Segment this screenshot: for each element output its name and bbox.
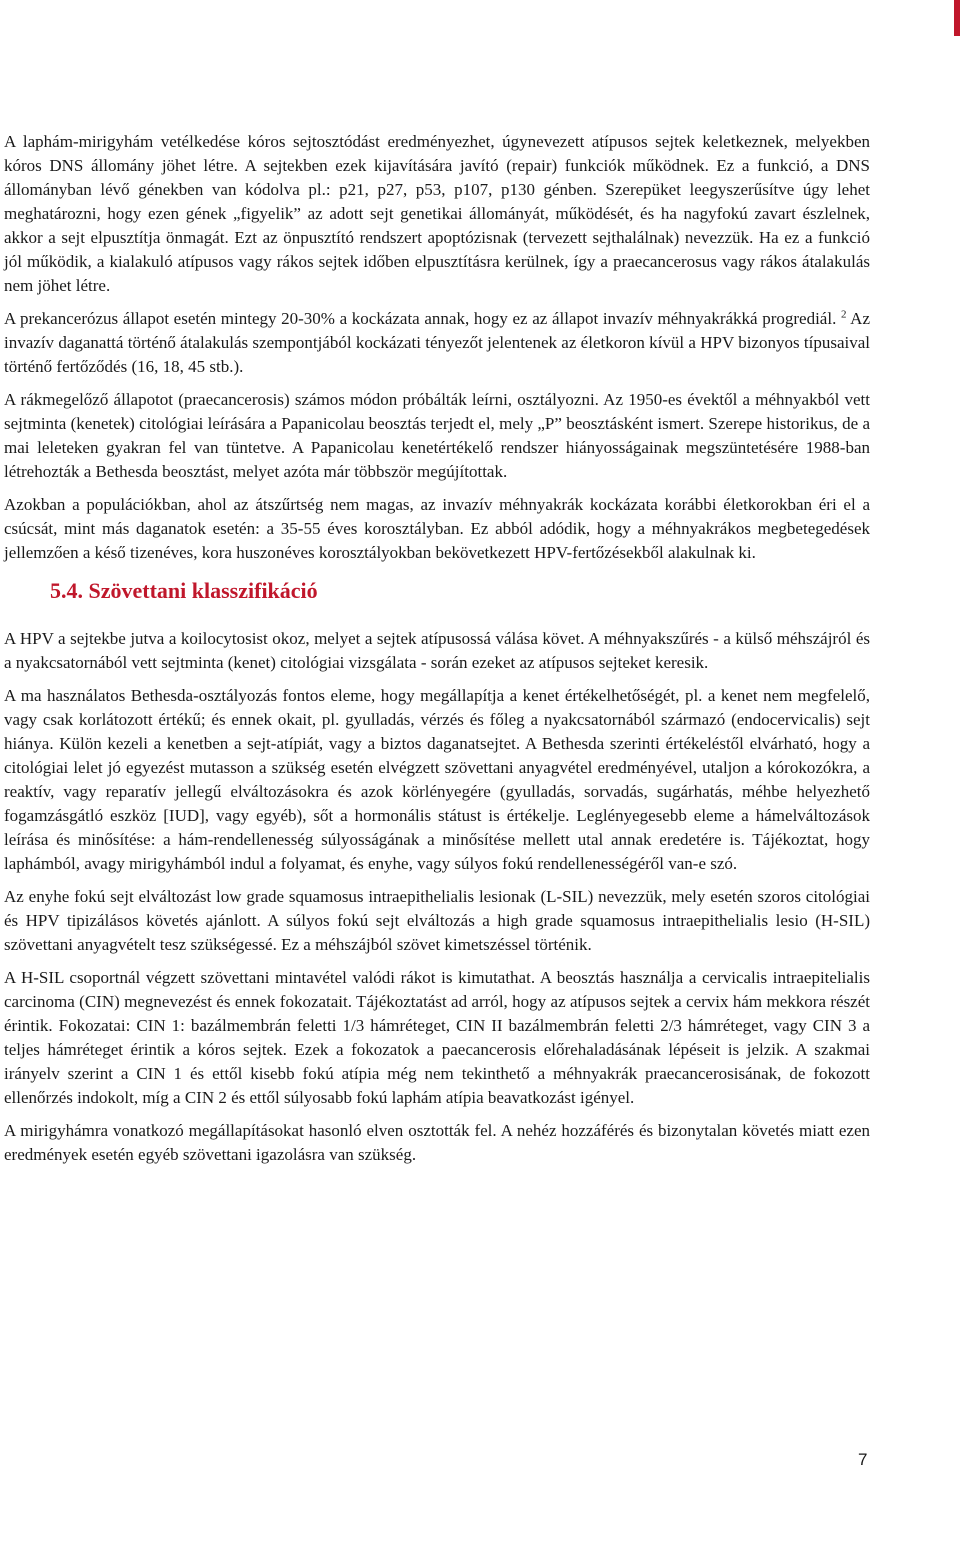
paragraph-cin: A H-SIL csoportnál végzett szövettani mintavétel valódi rákot is kimutathat. A beosztás használja a cervicalis intraepitelialis carcinoma (CIN) megnevezést és ennek fokozatait. Tájékoztatást ad arról, hogy az atípusos sejtek a cervix hám mekkora részét érintik. Fokozatai: CIN 1: bazálmembrán feletti 1/3 hámréteget, CIN II bazálmembrán feletti 2/3 hámréteget, vagy CIN 3 a teljes hámréteget érintik a kóros sejtek. Ezek a fokozatok a paecancerosis előrehaladásának lépéseit is jelzik. A szakmai irányelv szerint a CIN 1 és ettől kisebb fokú atípia még nem tekinthető a méhnyakrák praecancerosisának, de fokozott ellenőrzés indokolt, míg a CIN 2 és ettől súlyosabb fokú laphám atípia beavatkozást igényel. [4, 968, 870, 1107]
paragraph-precancer-risk-text-2: Az invazív daganattá történő átalakulás szempontjából kockázati tényezőt jelentenek az életkoron kívül a HPV bizonyos típusaival történő fertőződés (16, 18, 45 stb.). [4, 309, 870, 376]
section-heading: 5.4. Szövettani klasszifikáció [50, 578, 318, 603]
accent-bar [954, 0, 960, 36]
paragraph-precancer-risk [4, 307, 870, 379]
paragraph-hpv-koilocytosis: A HPV a sejtekbe jutva a koilocytosist okoz, melyet a sejtek atípusossá válása követ. A méhnyakszűrés - a külső méhszájról és a nyakcsatornából vett sejtminta (kenet) citológiai vizsgálata - során ezeket az atípusos sejteket keresik. [4, 629, 870, 672]
paragraph-papanicolau: A rákmegelőző állapotot (praecancerosis) számos módon próbálták leírni, osztályozni. Az 1950-es évektől a méhnyakból vett sejtminta (kenetek) citológiai leírására a Papanicolau beosztás terjedt el, mely „P” beosztásként ismert. Szerepe historikus, de a mai leleteken gyakran fel van tüntetve. A Papanicolau kenetértékelő rendszer hiányosságainak megszüntetésére 1988-ban létrehozták a Bethesda beosztást, melyet azóta már többször megújítottak. [4, 390, 870, 481]
paragraph-populations: Azokban a populációkban, ahol az átszűrtség nem magas, az invazív méhnyakrák kockázata korábbi életkorokban éri el a csúcsát, mint más daganatok esetén: a 35-55 éves korosztályban. Ez abból adódik, hogy a méhnyakrákos megbetegedések jellemzően a késő tizenéves, kora huszonéves korosztályokban bekövetkezett HPV-fertőzésekből alakulnak ki. [4, 495, 870, 562]
page-number: 7 [858, 1450, 868, 1469]
document-page [4, 130, 870, 1176]
paragraph-bethesda: A ma használatos Bethesda-osztályozás fontos eleme, hogy megállapítja a kenet értékelhetőségét, pl. a kenet nem megfelelő, vagy csak korlátozott értékű; és ennek okait, pl. gyulladás, vérzés és főleg a nyakcsatornából származó (endocervicalis) sejt hiánya. Külön kezeli a kenetben a sejt-atípiát, vagy a biztos daganatsejtet. A Bethesda szerinti értékeléstől elvárható, hogy a citológiai lelet jó egyezést mutasson a szükség esetén elvégzett szövettani anyagvétel eredményével, utaljon a kórokozókra, a reaktív, vagy reparatív jellegű elváltozásokra és azok körlényegére (gyulladás, sorvadás, sugárhatás, méhbe helyezhető fogamzásgátló eszköz [IUD], vagy egyéb), sőt a hormonális státust is értékelje. Leglényegesebb eleme a hámelváltozások leírása és minősítése: a hám-rendellenesség súlyosságának a minősítése mellett utal annak eredetére is. Tájékoztat, hogy laphámból, avagy mirigyhámból indul a folyamat, és enyhe, vagy súlyos fokú rendellenességéről van-e szó. [4, 686, 870, 873]
paragraph-precancer-risk-text-1: A prekancerózus állapot esetén mintegy 20-30% a kockázata annak, hogy ez az állapot invazív méhnyakrákká progrediál. [4, 309, 837, 328]
paragraph-glandular: A mirigyhámra vonatkozó megállapításokat hasonló elven osztották fel. A nehéz hozzáférés és bizonytalan követés miatt ezen eredmények esetén egyéb szövettani igazolásra van szükség. [4, 1121, 870, 1164]
paragraph-dna-repair: A laphám-mirigyhám vetélkedése kóros sejtosztódást eredményezhet, úgynevezett atípusos sejtek keletkeznek, melyekben kóros DNS állomány jöhet létre. A sejtekben ezek kijavítására javító (repair) funkciók működnek. Ez a funkció, a DNS állományban lévő génekben van kódolva pl.: p21, p27, p53, p107, p130 génben. Szerepüket leegyszerűsítve úgy lehet meghatározni, hogy ezen gének „figyelik” az adott sejt genetikai állományát, működését, és ha nagyfokú zavart észlelnek, akkor a sejt elpusztítja önmagát. Ezt az önpusztító rendszert apoptózisnak (tervezett sejthalálnak) nevezzük. Ha ez a funkció jól működik, a kialakuló atípusos vagy rákos sejtek időben elpusztításra kerülnek, így a praecancerosus vagy rákos átalakulás nem jöhet létre. [4, 132, 870, 295]
footnote-reference[interactable]: 2 [840, 308, 847, 321]
paragraph-lsil-hsil: Az enyhe fokú sejt elváltozást low grade squamosus intraepithelialis lesionak (L-SIL) nevezzük, mely esetén szoros citológiai és HPV tipizálásos követés ajánlott. A súlyos fokú sejt elváltozás a high grade squamosus intraepithelialis lesio (H-SIL) szövettani anyagvételt tesz szükségessé. Ez a méhszájból szövet kimetszéssel történik. [4, 887, 870, 954]
